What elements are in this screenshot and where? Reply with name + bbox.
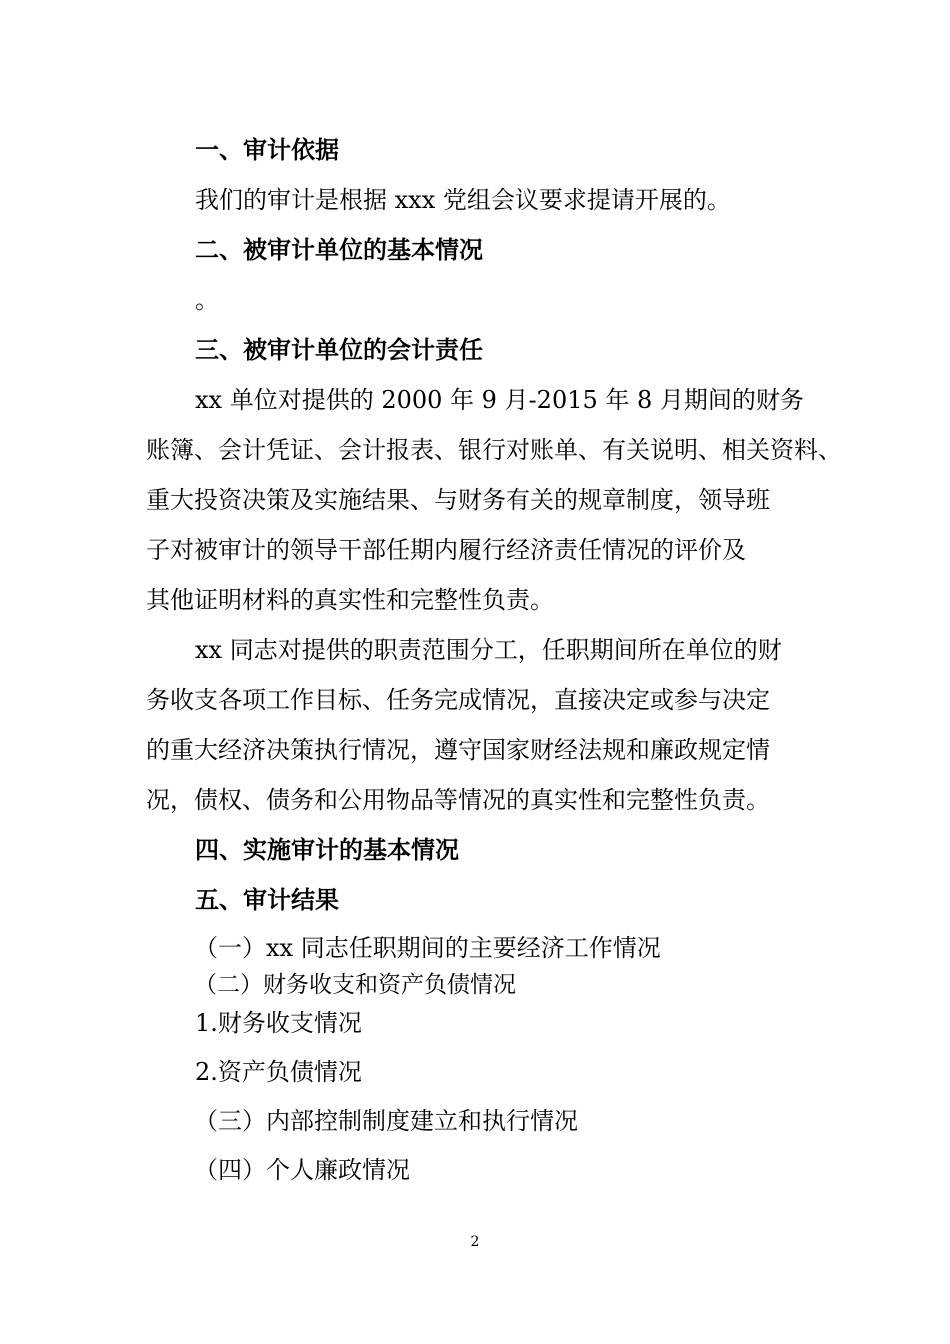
paragraph-audit-basis: 我们的审计是根据 xxx 党组会议要求提请开展的。	[195, 186, 731, 214]
paragraph-basic-info: 。	[195, 286, 219, 314]
heading-accounting-responsibility: 三、被审计单位的会计责任	[195, 335, 483, 364]
paragraph-line: xx 单位对提供的 2000 年 9 月-2015 年 8 月期间的财务	[195, 386, 804, 414]
list-item-finance: 1.财务收支情况	[195, 1009, 362, 1037]
paragraph-line: 况，债权、债务和公用物品等情况的真实性和完整性负责。	[146, 786, 770, 814]
paragraph-line: 的重大经济决策执行情况，遵守国家财经法规和廉政规定情	[146, 736, 770, 764]
subheading-integrity: （四）个人廉政情况	[194, 1156, 410, 1184]
paragraph-line: 子对被审计的领导干部任期内履行经济责任情况的评价及	[146, 536, 746, 564]
paragraph-line: 重大投资决策及实施结果、与财务有关的规章制度，领导班	[146, 486, 770, 514]
heading-audit-basis: 一、审计依据	[195, 135, 339, 164]
paragraph-line: 其他证明材料的真实性和完整性负责。	[146, 586, 554, 614]
subheading-economic-work: （一）xx 同志任职期间的主要经济工作情况	[194, 934, 661, 962]
list-item-assets: 2.资产负债情况	[195, 1058, 362, 1086]
heading-audit-implementation: 四、实施审计的基本情况	[195, 835, 459, 864]
subheading-internal-control: （三）内部控制制度建立和执行情况	[194, 1107, 578, 1135]
heading-audit-results: 五、审计结果	[195, 885, 339, 914]
paragraph-line: xx 同志对提供的职责范围分工，任职期间所在单位的财	[195, 636, 782, 664]
paragraph-line: 务收支各项工作目标、任务完成情况，直接决定或参与决定	[146, 686, 770, 714]
heading-basic-info: 二、被审计单位的基本情况	[195, 235, 483, 264]
subheading-finance-assets: （二）财务收支和资产负债情况	[194, 972, 516, 998]
paragraph-line: 账簿、会计凭证、会计报表、银行对账单、有关说明、相关资料、	[146, 436, 842, 464]
page-number: 2	[470, 1234, 480, 1250]
